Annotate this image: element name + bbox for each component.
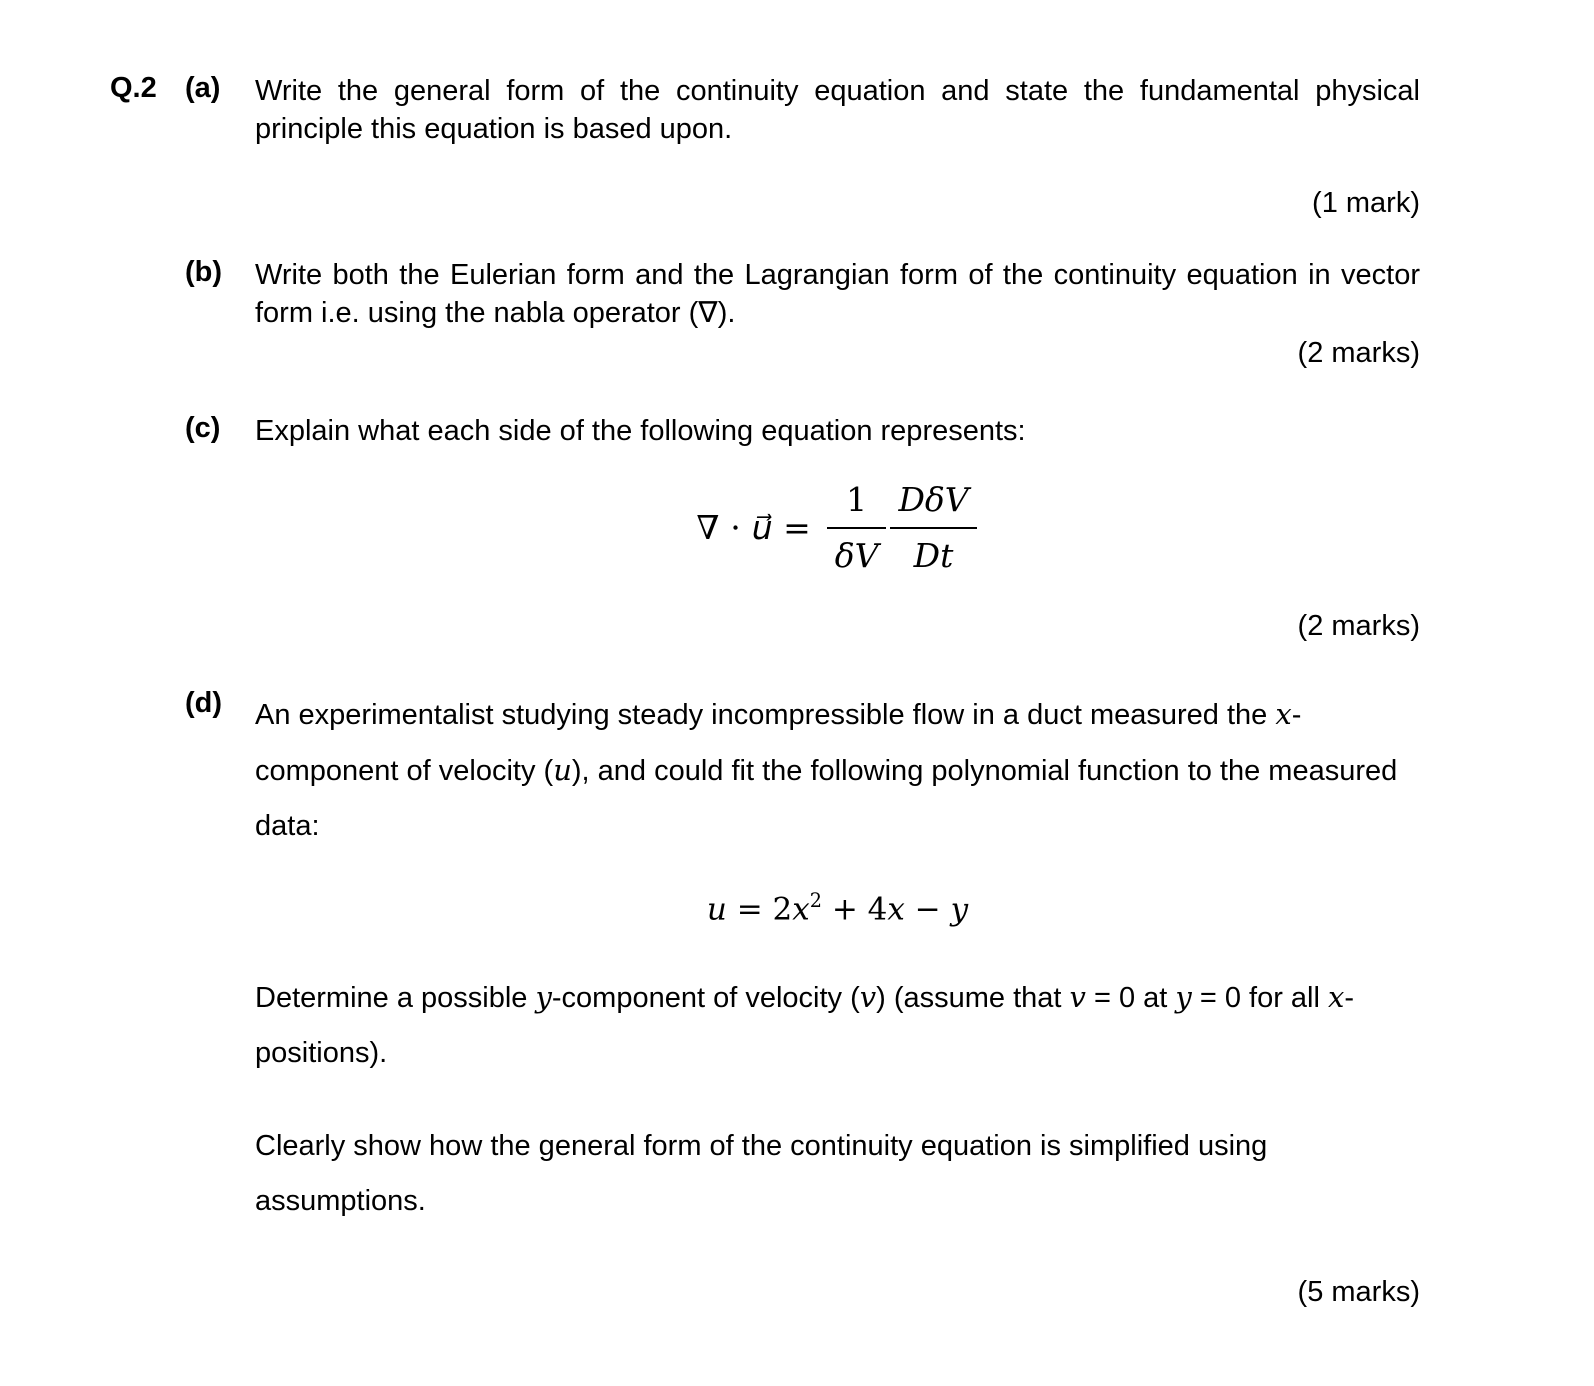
part-c-marks: (2 marks) [1297, 610, 1420, 643]
part-a-row [110, 72, 1420, 148]
part-c-section [110, 412, 1420, 645]
fraction-1-denominator: δV [834, 535, 879, 575]
part-b-marks: (2 marks) [1297, 337, 1420, 369]
question-number: Q.2 [110, 72, 157, 104]
part-d-paragraph-2: Determine a possible y-component of velocity (v) (assume that v = 0 at y = 0 for all x-positions). [255, 980, 1355, 1070]
fraction-2-numerator: DδV [890, 478, 976, 529]
part-d-paragraph-3: Clearly show how the general form of the continuity equation is simplified using assumptions. [255, 1130, 1268, 1218]
fraction-one-over-deltaV [827, 478, 887, 577]
part-d-label: (d) [185, 687, 223, 720]
part-c-label: (c) [185, 412, 221, 444]
part-a-section [110, 72, 1420, 222]
part-a-text: Write the general form of the continuity equation and state the fundamental physical principle this equation is based upon. [255, 75, 1420, 145]
part-d-marks: (5 marks) [1297, 1276, 1420, 1309]
velocity-polynomial-equation: $u = 2x^2 + 4x - y$ [706, 889, 969, 928]
fraction-DdeltaV-over-Dt [890, 478, 976, 577]
part-d-section [110, 687, 1420, 1311]
fraction-2-denominator: Dt [913, 535, 954, 575]
part-d-row [110, 687, 1420, 1229]
part-a-marks: (1 mark) [1312, 187, 1420, 219]
fraction-1-numerator: 1 [827, 478, 887, 529]
part-b-text: Write both the Eulerian form and the Lagrangian form of the continuity equation in vector form i.e. using the nabla operator (∇). [255, 259, 1420, 329]
part-d-content [255, 687, 1420, 1229]
part-b-label: (b) [185, 256, 223, 288]
part-c-intro: Explain what each side of the following equation represents: [255, 415, 1026, 447]
continuity-equation-display [255, 478, 1420, 577]
part-d-paragraph-1: An experimentalist studying steady incompressible flow in a duct measured the x-component of velocity (u), and could fit the following polynomial function to the measured data: [255, 697, 1398, 843]
nabla-dot-u-term: ∇ ⋅ u⃗ = [696, 507, 811, 547]
part-c-row [110, 412, 1420, 577]
part-b-row [110, 256, 1420, 332]
part-c-content [255, 412, 1420, 577]
part-a-label: (a) [185, 72, 221, 104]
part-b-section [110, 256, 1420, 372]
